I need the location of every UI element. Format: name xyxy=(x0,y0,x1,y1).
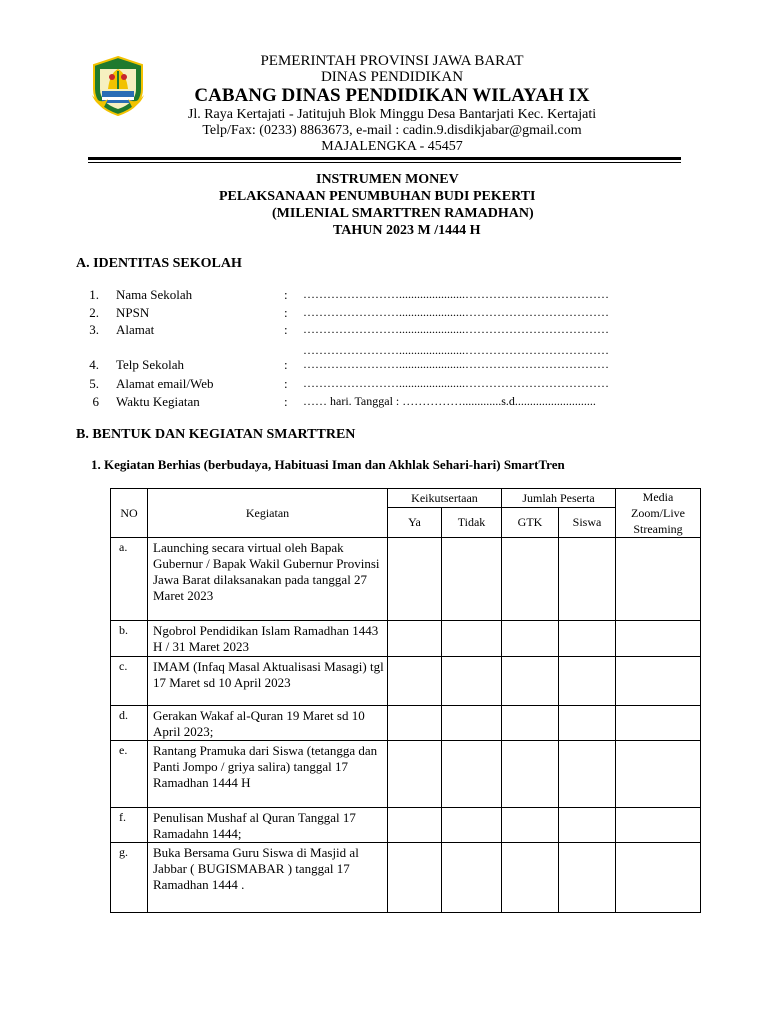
row-kegiatan: Gerakan Wakaf al-Quran 19 Maret sd 10 April 2023; xyxy=(148,706,388,741)
header-thick-rule xyxy=(88,157,681,160)
doc-title-line-3: (MILENIAL SMARTTREN RAMADHAN) xyxy=(272,206,534,221)
cell-media[interactable] xyxy=(616,843,701,913)
cell-ya[interactable] xyxy=(388,621,442,657)
identity-fill-dots[interactable]: ……………………......................……………………………… xyxy=(303,376,609,390)
identity-number: 2. xyxy=(89,305,99,320)
cell-tidak[interactable] xyxy=(442,657,502,706)
cell-gtk[interactable] xyxy=(502,538,559,621)
identity-row xyxy=(77,376,697,392)
identity-row xyxy=(77,305,697,321)
table-row xyxy=(111,741,701,808)
identity-colon: : xyxy=(284,305,288,320)
identity-colon: : xyxy=(284,394,288,409)
cell-gtk[interactable] xyxy=(502,657,559,706)
cell-ya[interactable] xyxy=(388,843,442,913)
identity-fill-dots[interactable]: …… hari. Tanggal : …………….............s.d........................... xyxy=(303,394,596,408)
cell-tidak[interactable] xyxy=(442,741,502,808)
identity-colon: : xyxy=(284,322,288,337)
row-kegiatan: Buka Bersama Guru Siswa di Masjid al Jabbar ( BUGISMABAR ) tanggal 17 Ramadhan 1444 . xyxy=(148,843,388,913)
identity-number: 3. xyxy=(89,322,99,337)
cell-siswa[interactable] xyxy=(559,621,616,657)
table-row xyxy=(111,706,701,741)
identity-row xyxy=(77,287,697,303)
header-address-line: Jl. Raya Kertajati - Jatitujuh Blok Minggu Desa Bantarjati Kec. Kertajati xyxy=(187,107,597,122)
col-header-gtk: GTK xyxy=(502,508,559,538)
row-letter: f. xyxy=(111,808,148,843)
cell-tidak[interactable] xyxy=(442,538,502,621)
row-letter: d. xyxy=(111,706,148,741)
identity-label: Telp Sekolah xyxy=(116,357,185,372)
identity-number: 5. xyxy=(89,376,99,391)
row-letter: a. xyxy=(111,538,148,621)
identity-row xyxy=(77,357,697,373)
cell-media[interactable] xyxy=(616,538,701,621)
cell-media[interactable] xyxy=(616,706,701,741)
cell-gtk[interactable] xyxy=(502,741,559,808)
col-header-keikutsertaan: Keikutsertaan xyxy=(388,489,502,508)
cell-ya[interactable] xyxy=(388,741,442,808)
col-header-tidak: Tidak xyxy=(442,508,502,538)
activity-table xyxy=(110,488,701,913)
row-kegiatan: Launching secara virtual oleh Bapak Gubernur / Bapak Wakil Gubernur Provinsi Jawa Barat dilaksanakan pada tanggal 27 Maret 2023 xyxy=(148,538,388,621)
identity-colon: : xyxy=(284,357,288,372)
table-row xyxy=(111,538,701,621)
table-row xyxy=(111,843,701,913)
header-thin-rule xyxy=(88,162,681,163)
identity-row xyxy=(77,394,697,410)
row-kegiatan: Ngobrol Pendidikan Islam Ramadhan 1443 H / 31 Maret 2023 xyxy=(148,621,388,657)
cell-siswa[interactable] xyxy=(559,808,616,843)
section-b-heading: B. BENTUK DAN KEGIATAN SMARTTREN xyxy=(76,427,356,442)
cell-gtk[interactable] xyxy=(502,843,559,913)
identity-number: 6 xyxy=(92,394,99,409)
cell-tidak[interactable] xyxy=(442,843,502,913)
cell-siswa[interactable] xyxy=(559,538,616,621)
identity-label: Waktu Kegiatan xyxy=(116,394,200,409)
cell-media[interactable] xyxy=(616,657,701,706)
identity-number: 4. xyxy=(89,357,99,372)
cell-siswa[interactable] xyxy=(559,657,616,706)
header-government-line: PEMERINTAH PROVINSI JAWA BARAT xyxy=(260,53,524,69)
doc-title-line-2: PELAKSANAAN PENUMBUHAN BUDI PEKERTI xyxy=(219,189,536,204)
cell-ya[interactable] xyxy=(388,706,442,741)
cell-media[interactable] xyxy=(616,741,701,808)
cell-gtk[interactable] xyxy=(502,706,559,741)
col-header-siswa: Siswa xyxy=(559,508,616,538)
table-row xyxy=(111,808,701,843)
cell-siswa[interactable] xyxy=(559,706,616,741)
identity-fill-dots[interactable]: ……………………......................……………………………… xyxy=(303,322,609,336)
row-letter: e. xyxy=(111,741,148,808)
identity-number: 1. xyxy=(89,287,99,302)
identity-label: NPSN xyxy=(116,305,150,320)
identity-row xyxy=(77,322,697,338)
identity-fill-dots[interactable]: ……………………......................……………………………… xyxy=(303,343,609,357)
row-kegiatan: Penulisan Mushaf al Quran Tanggal 17 Ramadahn 1444; xyxy=(148,808,388,843)
cell-ya[interactable] xyxy=(388,538,442,621)
cell-tidak[interactable] xyxy=(442,808,502,843)
identity-label: Alamat xyxy=(116,322,155,337)
header-contact-line: Telp/Fax: (0233) 8863673, e-mail : cadin.9.disdikjabar@gmail.com xyxy=(202,123,582,138)
doc-title-line-1: INSTRUMEN MONEV xyxy=(316,172,459,187)
col-header-no: NO xyxy=(111,489,148,538)
identity-label: Alamat email/Web xyxy=(116,376,214,391)
cell-tidak[interactable] xyxy=(442,706,502,741)
header-branch-office-line: CABANG DINAS PENDIDIKAN WILAYAH IX xyxy=(194,85,590,106)
identity-fill-dots[interactable]: ……………………......................……………………………… xyxy=(303,305,609,319)
identity-label: Nama Sekolah xyxy=(116,287,193,302)
row-letter: g. xyxy=(111,843,148,913)
header-department-line: DINAS PENDIDIKAN xyxy=(320,69,464,85)
cell-gtk[interactable] xyxy=(502,621,559,657)
row-letter: c. xyxy=(111,657,148,706)
header-city-line: MAJALENGKA - 45457 xyxy=(321,139,463,154)
section-b-subheading: 1. Kegiatan Berhias (berbudaya, Habituasi Iman dan Akhlak Sehari-hari) SmartTren xyxy=(91,457,565,472)
identity-colon: : xyxy=(284,376,288,391)
row-letter: b. xyxy=(111,621,148,657)
row-kegiatan: IMAM (Infaq Masal Aktualisasi Masagi) tgl 17 Maret sd 10 April 2023 xyxy=(148,657,388,706)
doc-title-line-4: TAHUN 2023 M /1444 H xyxy=(333,223,481,238)
col-header-media: Media Zoom/Live Streaming xyxy=(616,489,701,538)
section-a-heading: A. IDENTITAS SEKOLAH xyxy=(76,256,242,271)
cell-ya[interactable] xyxy=(388,657,442,706)
cell-media[interactable] xyxy=(616,621,701,657)
row-kegiatan: Rantang Pramuka dari Siswa (tetangga dan Panti Jompo / griya salira) tanggal 17 Ramadhan 1444 H xyxy=(148,741,388,808)
cell-siswa[interactable] xyxy=(559,843,616,913)
identity-colon: : xyxy=(284,287,288,302)
col-header-jumlah-peserta: Jumlah Peserta xyxy=(502,489,616,508)
col-header-ya: Ya xyxy=(388,508,442,538)
table-row xyxy=(111,657,701,706)
cell-siswa[interactable] xyxy=(559,741,616,808)
cell-gtk[interactable] xyxy=(502,808,559,843)
table-row xyxy=(111,621,701,657)
cell-ya[interactable] xyxy=(388,808,442,843)
cell-tidak[interactable] xyxy=(442,621,502,657)
identity-fill-dots[interactable]: ……………………......................……………………………… xyxy=(303,287,609,301)
identity-fill-dots[interactable]: ……………………......................……………………………… xyxy=(303,357,609,371)
col-header-kegiatan: Kegiatan xyxy=(148,489,388,538)
cell-media[interactable] xyxy=(616,808,701,843)
